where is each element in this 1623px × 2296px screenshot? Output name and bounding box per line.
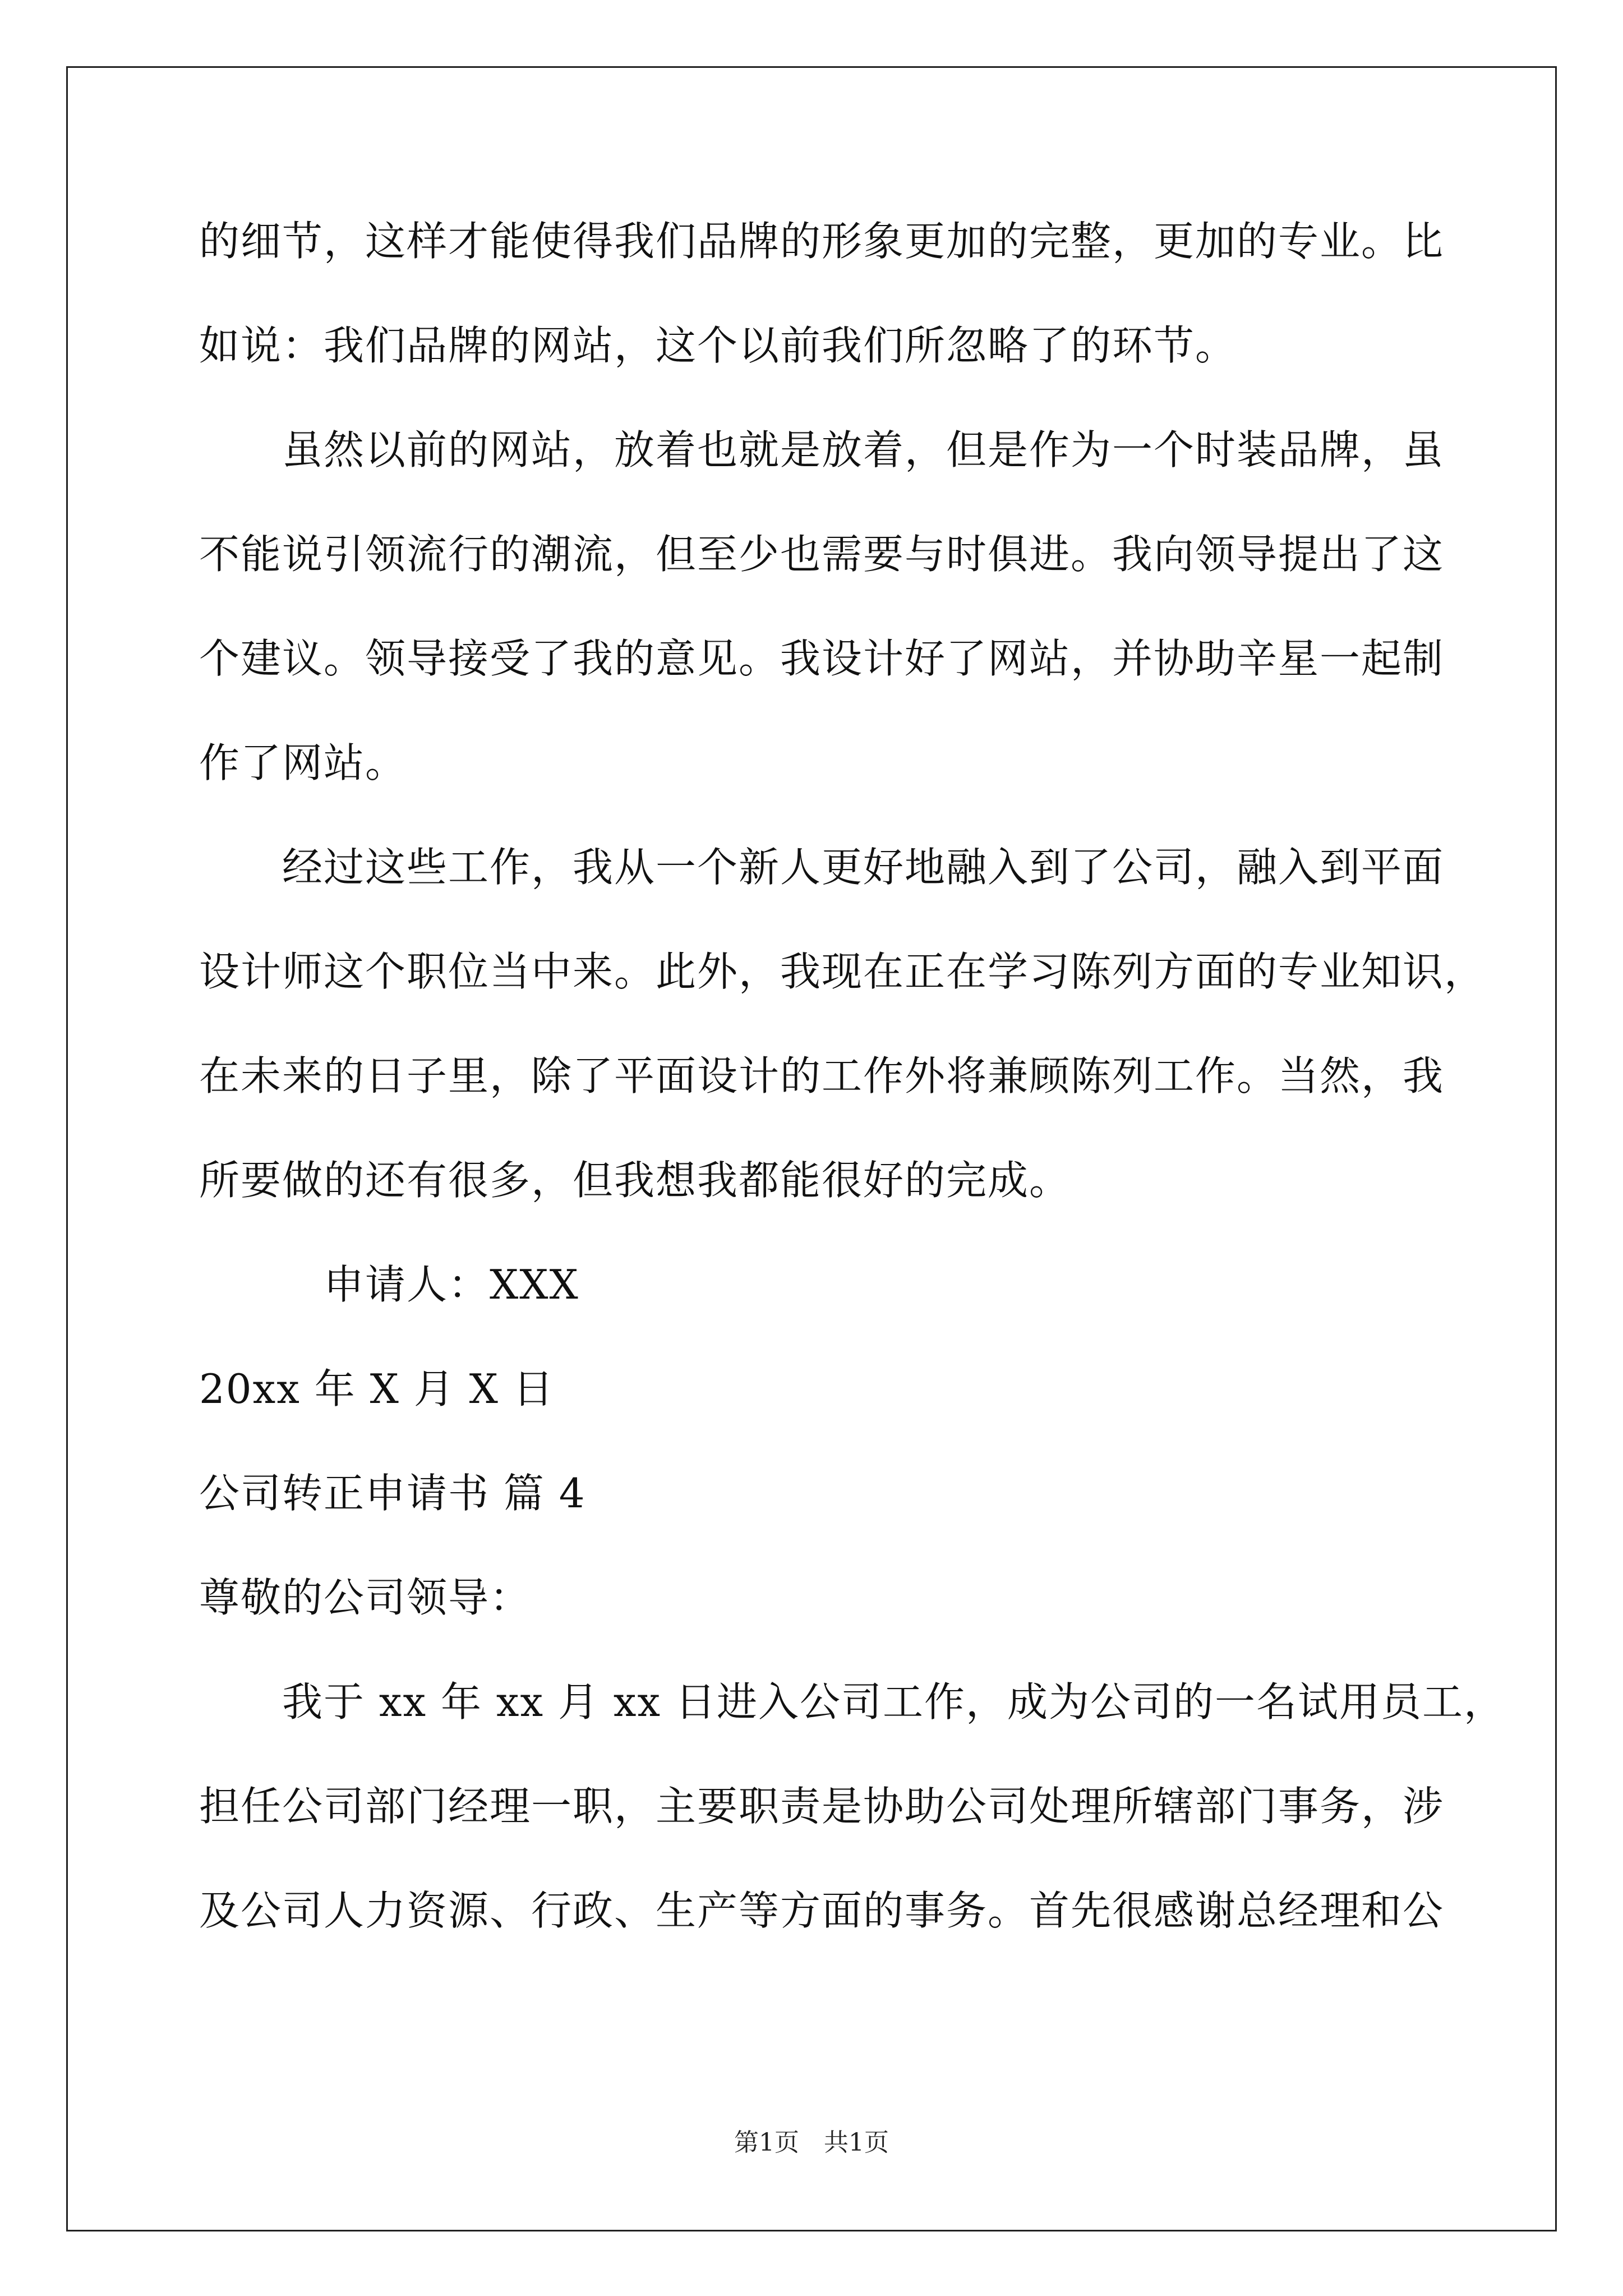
text-line: 经过这些工作，我从一个新人更好地融入到了公司，融入到平面	[199, 844, 1445, 891]
salutation: 尊敬的公司领导：	[199, 1574, 532, 1621]
text-line: 在未来的日子里，除了平面设计的工作外将兼顾陈列工作。当然，我	[199, 1052, 1445, 1099]
text-line: 设计师这个职位当中来。此外，我现在正在学习陈列方面的专业知识，	[199, 948, 1486, 995]
text-line: 及公司人力资源、行政、生产等方面的事务。首先很感谢总经理和公	[199, 1887, 1445, 1934]
text-line: 的细节，这样才能使得我们品牌的形象更加的完整，更加的专业。比	[199, 218, 1445, 265]
page-number-footer: 第1页 共1页	[734, 2128, 889, 2157]
text-line: 如说：我们品牌的网站，这个以前我们所忽略了的环节。	[199, 322, 1237, 369]
text-line: 虽然以前的网站，放着也就是放着，但是作为一个时装品牌，虽	[199, 426, 1445, 473]
text-line: 所要做的还有很多，但我想我都能很好的完成。	[199, 1157, 1071, 1204]
section-heading: 公司转正申请书 篇 4	[199, 1470, 586, 1517]
signature-line: 申请人：XXX	[199, 1261, 579, 1308]
text-line: 担任公司部门经理一职，主要职责是协助公司处理所辖部门事务，涉	[199, 1783, 1445, 1830]
text-line: 个建议。领导接受了我的意见。我设计好了网站，并协助辛星一起制	[199, 635, 1445, 682]
text-line: 作了网站。	[199, 739, 407, 786]
text-line: 不能说引领流行的潮流，但至少也需要与时俱进。我向领导提出了这	[199, 531, 1445, 578]
text-line: 我于 xx 年 xx 月 xx 日进入公司工作，成为公司的一名试用员工，	[199, 1678, 1505, 1726]
date-line: 20xx 年 X 月 X 日	[199, 1365, 555, 1412]
